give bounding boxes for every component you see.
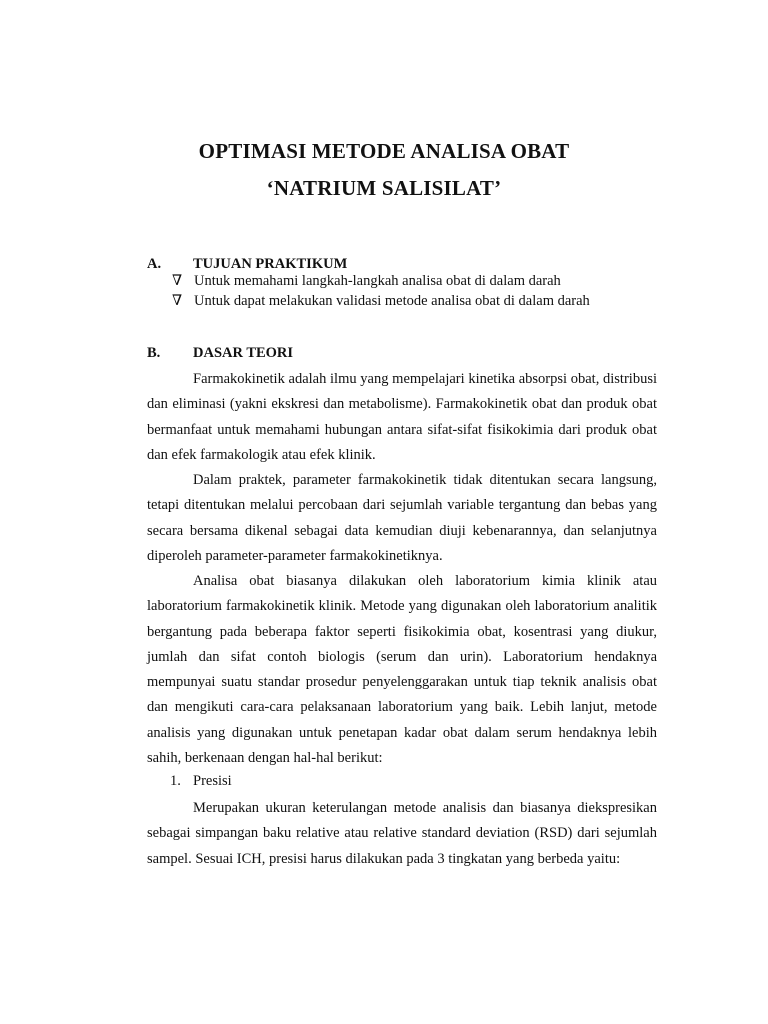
- list-item: [172, 293, 590, 310]
- paragraph: Farmakokinetik adalah ilmu yang mempelajari kinetika absorpsi obat, distribusi dan eliminasi (yakni ekskresi dan metabolisme). Farmakokinetik obat dan produk obat bermanfaat untuk memahami hubungan antara sifat-sifat fisikokimia dari produk obat dan efek farmakologik atau efek klinik.: [147, 371, 657, 463]
- bullet-text: Untuk dapat melakukan validasi metode analisa obat di dalam darah: [194, 293, 590, 309]
- paragraph: Dalam praktek, parameter farmakokinetik tidak ditentukan secara langsung, tetapi ditentukan melalui percobaan dari sejumlah variable tergantung dan bebas yang secara bersama dikenal sebagai data kemudian diuji kebenarannya, dan selanjutnya diperoleh parameter-parameter farmakokinetiknya.: [147, 472, 657, 564]
- item-number: 1.: [170, 773, 181, 789]
- nabla-bullet-icon: ∇: [172, 293, 183, 309]
- section-a-letter: A.: [147, 256, 162, 272]
- section-a-heading: TUJUAN PRAKTIKUM: [193, 256, 348, 272]
- paragraph-presisi: Merupakan ukuran keterulangan metode analisis dan biasanya diekspresikan sebagai simpangan baku relative atau relative standard deviation (RSD) dari sejumlah sampel. Sesuai ICH, presisi harus dilakukan pada 3 tingkatan yang berbeda yaitu:: [147, 800, 657, 867]
- paragraph: Analisa obat biasanya dilakukan oleh laboratorium kimia klinik atau laboratorium farmakokinetik klinik. Metode yang digunakan oleh laboratorium analitik bergantung pada beberapa faktor seperti fisikokimia obat, kosentrasi yang diukur, jumlah dan sifat contoh biologis (serum dan urin). Laboratorium hendaknya mempunyai suatu standar prosedur penyelenggarakan untuk tiap teknik analisis obat dan mengikuti cara-cara pelaksanaan laboratorium yang baik. Lebih lanjut, metode analisis yang digunakan untuk penetapan kadar obat dalam serum hendaknya lebih sahih, berkenaan dengan hal-hal berikut:: [147, 573, 657, 767]
- bullet-text: Untuk memahami langkah-langkah analisa obat di dalam darah: [194, 273, 561, 289]
- section-b-heading: DASAR TEORI: [193, 345, 294, 361]
- list-item: [172, 273, 561, 290]
- section-b-letter: B.: [147, 345, 161, 361]
- item-label: Presisi: [193, 773, 232, 789]
- numbered-item-presisi: [170, 773, 232, 790]
- document-title-line-2: ‘NATRIUM SALISILAT’: [266, 176, 502, 200]
- document-title-line-1: OPTIMASI METODE ANALISA OBAT: [198, 139, 570, 163]
- nabla-bullet-icon: ∇: [172, 273, 183, 289]
